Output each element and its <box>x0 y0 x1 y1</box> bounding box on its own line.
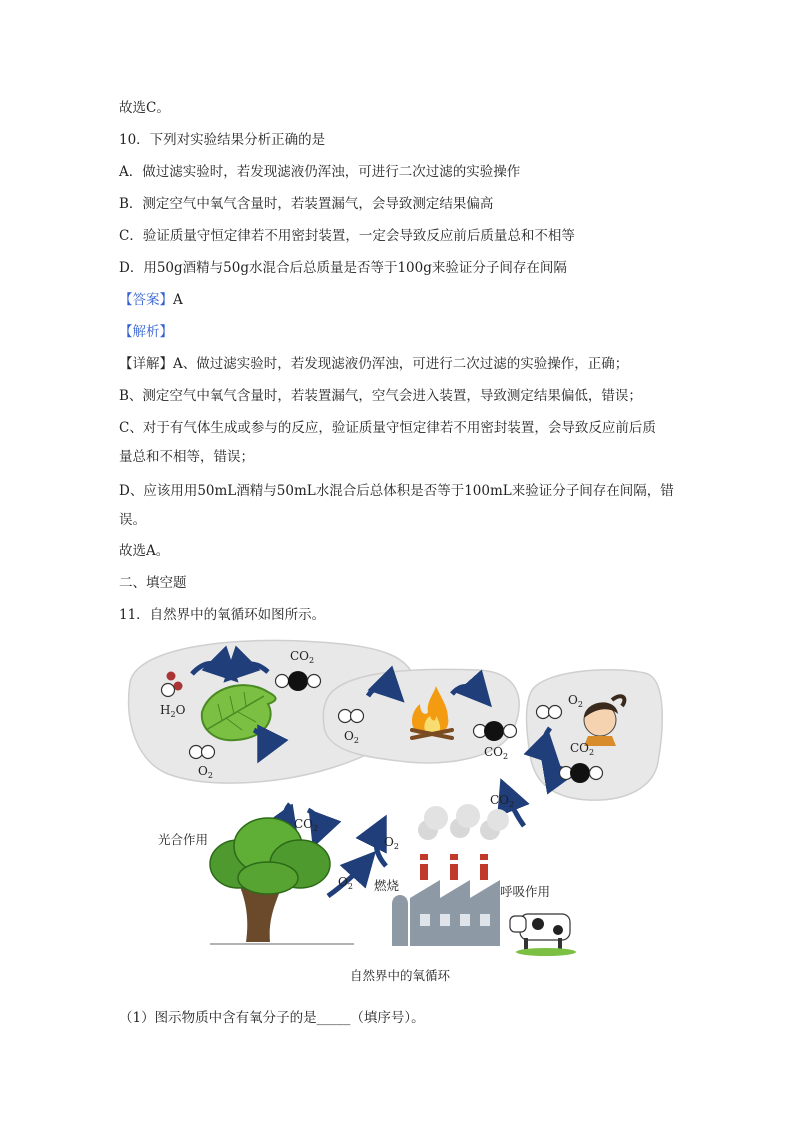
co2-label: $CO_2$ <box>570 741 595 757</box>
detail-a: A、做过滤实验时，若发现滤液仍浑浊，可进行二次过滤的实验操作，正确； <box>173 356 629 372</box>
option-d: D．用50g酒精与50g水混合后总质量是否等于100g来验证分子间存在间隔 <box>119 260 567 276</box>
answer-label: 【答案】 <box>119 292 173 308</box>
h2o-label: $H_2O$ <box>160 703 186 719</box>
sub-question-1: （1）图示物质中含有氧分子的是_____（填序号）。 <box>119 1010 425 1026</box>
detail-c-line1: C、对于有气体生成或参与的反应，验证质量守恒定律若不用密封装置，会导致反应前后质 <box>119 420 656 436</box>
factory-icon <box>392 804 509 946</box>
o2-label: $O_2$ <box>344 729 359 745</box>
figure-caption: 自然界中的氧循环 <box>350 968 451 983</box>
o2-label: $O_2$ <box>338 875 353 891</box>
analysis-heading <box>119 322 173 342</box>
oxygen-cycle-figure <box>118 634 678 989</box>
cow-icon <box>510 914 576 956</box>
option-a: A．做过滤实验时，若发现滤液仍浑浊，可进行二次过滤的实验操作 <box>119 164 521 180</box>
co2-label: $CO_2$ <box>484 745 509 761</box>
co2-molecule-icon <box>474 721 517 741</box>
detail-label: 【详解】 <box>119 356 173 372</box>
analysis-label: 【解析】 <box>119 324 173 340</box>
answer-value: A <box>173 292 183 308</box>
co2-label: $CO_2$ <box>290 649 315 665</box>
detail-d-line2: 误。 <box>119 512 146 528</box>
co2-label: $CO_2$ <box>294 817 319 833</box>
photosynthesis-label: 光合作用 <box>158 832 209 847</box>
detail-c-line2: 量总和不相等，错误； <box>119 449 254 465</box>
o2-label: $O_2$ <box>198 764 213 780</box>
final-answer: 故选A。 <box>119 543 170 559</box>
answer-line <box>119 290 183 310</box>
question-11-stem: 11．自然界中的氧循环如图所示。 <box>119 607 326 623</box>
detail-b: B、测定空气中氧气含量时，若装置漏气，空气会进入装置，导致测定结果偏低，错误； <box>119 388 642 404</box>
detail-a-line <box>119 354 628 374</box>
question-10-stem: 10．下列对实验结果分析正确的是 <box>119 132 326 148</box>
combustion-label: 燃烧 <box>374 878 400 893</box>
co2-label: $CO_2$ <box>490 793 515 809</box>
tree-icon <box>210 818 354 944</box>
co2-molecule-icon <box>560 763 603 783</box>
option-b: B．测定空气中氧气含量时，若装置漏气，会导致测定结果偏高 <box>119 196 494 212</box>
combustion-panel <box>323 669 519 763</box>
option-c: C．验证质量守恒定律若不用密封装置，一定会导致反应前后质量总和不相等 <box>119 228 575 244</box>
section-heading: 二、填空题 <box>119 575 187 591</box>
o2-label: $O_2$ <box>568 693 583 709</box>
co2-molecule-icon <box>276 671 321 691</box>
respiration-panel <box>527 670 663 800</box>
o2-label: $O_2$ <box>384 835 399 851</box>
detail-d-line1: D、应该用用50mL酒精与50mL水混合后总体积是否等于100mL来验证分子间存在间隔，错 <box>119 483 674 499</box>
previous-answer-conclusion: 故选C。 <box>119 100 170 116</box>
respiration-label: 呼吸作用 <box>500 884 551 899</box>
